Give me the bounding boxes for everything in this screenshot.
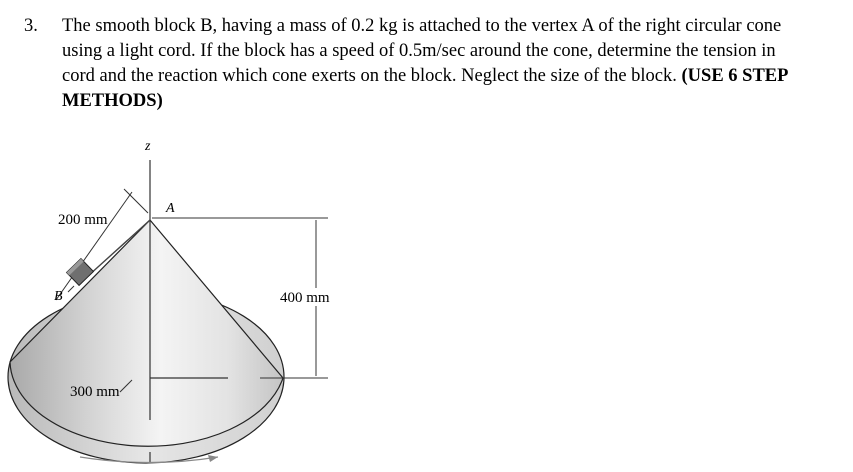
problem-text-main: The smooth block B, having a mass of 0.2 kg is attached to the vertex A of the right circular cone using a light cord. If the block has a speed of 0.5m/sec around the cone, determine the tension in cord and the reaction which cone exerts on the block. Neglect the size of the block. xyxy=(62,16,782,86)
block-label-b: B xyxy=(54,289,63,304)
problem-instruction: (USE 6 STEP METHODS) xyxy=(62,66,788,111)
cord-dim-tick xyxy=(124,189,148,213)
vertex-label-a: A xyxy=(166,201,175,216)
motion-arrow-head xyxy=(208,455,218,462)
height-label: 400 mm xyxy=(280,290,330,306)
problem-number: 3. xyxy=(24,16,38,36)
radius-label: 300 mm xyxy=(70,384,120,400)
cord-length-label: 200 mm xyxy=(58,212,108,228)
axis-label-z: z xyxy=(145,139,151,154)
cone-surface xyxy=(10,220,283,446)
block-label-leader xyxy=(68,286,74,292)
